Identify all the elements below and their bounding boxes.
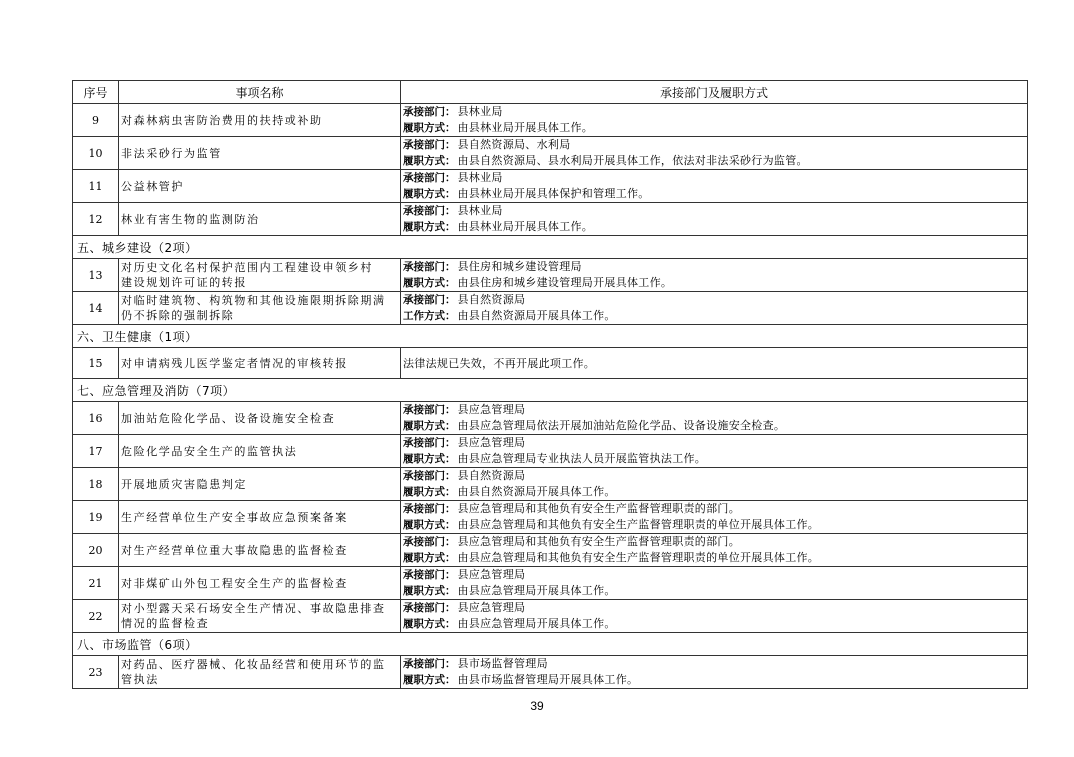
dept-and-method: [401, 501, 1028, 534]
dept-line-label: 履职方式：: [403, 221, 456, 233]
item-name-line: 开展地质灾害隐患判定: [121, 477, 247, 491]
dept-line-value: 由县应急管理局专业执法人员开展监管执法工作。: [457, 452, 707, 465]
dept-line: [403, 203, 1025, 219]
dept-line-label: 承接部门：: [403, 470, 456, 482]
dept-line: [403, 137, 1025, 153]
section-row: [73, 379, 1028, 402]
item-name-line: 对历史文化名村保护范围内工程建设申领乡村: [121, 261, 373, 274]
item-name-line: 非法采砂行为监管: [121, 146, 222, 160]
item-name-line: 加油站危险化学品、设备设施安全检查: [121, 411, 336, 425]
item-name-line: 对非煤矿山外包工程安全生产的监督检查: [121, 576, 348, 590]
item-name-line: 仍不拆除的强制拆除: [121, 309, 235, 322]
dept-line-label: 承接部门：: [403, 658, 456, 670]
table-row: [73, 656, 1028, 689]
table-body: [73, 104, 1028, 689]
row-number: 9: [73, 104, 119, 137]
dept-line-value: 县自然资源局: [457, 293, 526, 306]
dept-line-value: 县住房和城乡建设管理局: [457, 260, 582, 273]
table-row: [73, 501, 1028, 534]
dept-line-label: 履职方式：: [403, 420, 456, 432]
page-number: 39: [530, 699, 544, 713]
dept-line-label: 工作方式：: [403, 310, 456, 322]
row-number: 11: [73, 170, 119, 203]
dept-line-label: 履职方式：: [403, 453, 456, 465]
dept-and-method: [401, 402, 1028, 435]
row-number: 20: [73, 534, 119, 567]
header-no: 序号: [73, 81, 119, 104]
row-number: 17: [73, 435, 119, 468]
dept-line-label: 承接部门：: [403, 404, 456, 416]
dept-line: [403, 501, 1025, 517]
item-name-line: 对申请病残儿医学鉴定者情况的审核转报: [121, 356, 348, 370]
dept-line-label: 承接部门：: [403, 503, 456, 515]
dept-line-value: 县应急管理局: [457, 403, 526, 416]
table-row: [73, 567, 1028, 600]
dept-line-value: 县林业局: [457, 204, 503, 217]
dept-line: [403, 104, 1025, 120]
item-name: [119, 600, 401, 633]
dept-and-method: [401, 534, 1028, 567]
dept-and-method: [401, 435, 1028, 468]
dept-line-value: 县自然资源局、水利局: [457, 138, 571, 151]
dept-line-value: 法律法规已失效，不再开展此项工作。: [403, 356, 596, 370]
dept-line: [403, 275, 1025, 291]
dept-line: [403, 534, 1025, 550]
table-row: [73, 600, 1028, 633]
dept-line: [403, 259, 1025, 275]
dept-line-value: 县应急管理局: [457, 568, 526, 581]
dept-line-value: 县林业局: [457, 105, 503, 118]
item-name: [119, 656, 401, 689]
dept-line: [403, 484, 1025, 500]
row-number: 14: [73, 292, 119, 325]
item-name-line: 林业有害生物的监测防治: [121, 212, 260, 226]
dept-line-label: 履职方式：: [403, 618, 456, 630]
dept-and-method: [401, 104, 1028, 137]
dept-line-value: 由县住房和城乡建设管理局开展具体工作。: [457, 276, 673, 289]
dept-line-value: 由县林业局开展具体保护和管理工作。: [457, 187, 650, 200]
table-row: [73, 292, 1028, 325]
dept-line-label: 承接部门：: [403, 602, 456, 614]
item-name: [119, 468, 401, 501]
dept-line: [403, 308, 1025, 324]
item-name-line: 管执法: [121, 673, 159, 686]
item-name: [119, 501, 401, 534]
dept-line: [403, 451, 1025, 467]
dept-line-value: 由县自然资源局开展具体工作。: [457, 309, 616, 322]
item-name: [119, 259, 401, 292]
dept-line: [403, 418, 1025, 434]
dept-line-value: 由县应急管理局依法开展加油站危险化学品、设备设施安全检查。: [457, 419, 786, 432]
table-row: [73, 203, 1028, 236]
dept-line-value: 县市场监督管理局: [457, 657, 548, 670]
dept-line-label: 承接部门：: [403, 205, 456, 217]
dept-line-value: 由县应急管理局和其他负有安全生产监督管理职责的单位开展具体工作。: [457, 551, 820, 564]
items-table: [72, 80, 1028, 689]
table-row: [73, 468, 1028, 501]
dept-line: [403, 616, 1025, 632]
dept-line: [403, 583, 1025, 599]
dept-and-method: [401, 292, 1028, 325]
dept-line: [403, 402, 1025, 418]
item-name: [119, 203, 401, 236]
row-number: 12: [73, 203, 119, 236]
section-title: 八、市场监管（6项）: [73, 633, 1028, 656]
item-name: [119, 170, 401, 203]
table-row: [73, 104, 1028, 137]
row-number: 19: [73, 501, 119, 534]
item-name-line: 对生产经营单位重大事故隐患的监督检查: [121, 543, 348, 557]
dept-line-label: 承接部门：: [403, 261, 456, 273]
dept-line-value: 县林业局: [457, 171, 503, 184]
section-title: 六、卫生健康（1项）: [73, 325, 1028, 348]
section-title: 五、城乡建设（2项）: [73, 236, 1028, 259]
dept-line-value: 由县自然资源局、县水利局开展具体工作，依法对非法采砂行为监管。: [457, 154, 808, 167]
dept-line-label: 履职方式：: [403, 188, 456, 200]
section-row: [73, 325, 1028, 348]
dept-line-label: 履职方式：: [403, 552, 456, 564]
item-name-line: 建设规划许可证的转报: [121, 276, 247, 289]
section-row: [73, 633, 1028, 656]
item-name: [119, 534, 401, 567]
dept-line: [403, 356, 1025, 371]
dept-line: [403, 656, 1025, 672]
item-name: [119, 104, 401, 137]
dept-line-label: 承接部门：: [403, 569, 456, 581]
row-number: 23: [73, 656, 119, 689]
dept-line-label: 履职方式：: [403, 519, 456, 531]
item-name-line: 生产经营单位生产安全事故应急预案备案: [121, 510, 348, 524]
dept-line-label: 履职方式：: [403, 585, 456, 597]
dept-line-value: 县自然资源局: [457, 469, 526, 482]
dept-and-method: [401, 468, 1028, 501]
dept-line: [403, 517, 1025, 533]
dept-line-label: 履职方式：: [403, 122, 456, 134]
dept-line: [403, 435, 1025, 451]
section-row: [73, 236, 1028, 259]
dept-line-label: 承接部门：: [403, 536, 456, 548]
dept-line: [403, 567, 1025, 583]
header-name: 事项名称: [119, 81, 401, 104]
dept-line-value: 县应急管理局: [457, 601, 526, 614]
row-number: 13: [73, 259, 119, 292]
item-name-line: 公益林管护: [121, 179, 184, 193]
dept-line-value: 由县应急管理局开展具体工作。: [457, 617, 616, 630]
dept-line-label: 承接部门：: [403, 294, 456, 306]
item-name: [119, 567, 401, 600]
table-row: [73, 259, 1028, 292]
item-name: [119, 292, 401, 325]
dept-line: [403, 672, 1025, 688]
dept-and-method: [401, 600, 1028, 633]
dept-and-method: [401, 656, 1028, 689]
dept-line-value: 县应急管理局和其他负有安全生产监督管理职责的部门。: [457, 502, 740, 515]
row-number: 21: [73, 567, 119, 600]
dept-line: [403, 219, 1025, 235]
item-name-line: 对临时建筑物、构筑物和其他设施限期拆除期满: [121, 294, 386, 307]
dept-line: [403, 468, 1025, 484]
dept-and-method: [401, 348, 1028, 379]
table-row: [73, 435, 1028, 468]
table-row: [73, 402, 1028, 435]
dept-and-method: [401, 203, 1028, 236]
item-name-line: 危险化学品安全生产的监管执法: [121, 444, 298, 458]
dept-line-label: 承接部门：: [403, 106, 456, 118]
dept-line-label: 履职方式：: [403, 674, 456, 686]
document-page: [72, 80, 1027, 689]
item-name: [119, 137, 401, 170]
dept-line-value: 县应急管理局和其他负有安全生产监督管理职责的部门。: [457, 535, 740, 548]
dept-line: [403, 153, 1025, 169]
dept-line: [403, 170, 1025, 186]
header-dept: 承接部门及履职方式: [401, 81, 1028, 104]
dept-and-method: [401, 259, 1028, 292]
dept-line-value: 由县应急管理局开展具体工作。: [457, 584, 616, 597]
table-row: [73, 170, 1028, 203]
item-name-line: 对小型露天采石场安全生产情况、事故隐患排查: [121, 602, 386, 615]
table-row: [73, 137, 1028, 170]
item-name: [119, 435, 401, 468]
table-header-row: [73, 81, 1028, 104]
dept-line: [403, 292, 1025, 308]
item-name: [119, 402, 401, 435]
row-number: 10: [73, 137, 119, 170]
dept-line-label: 承接部门：: [403, 139, 456, 151]
item-name-line: 情况的监督检查: [121, 617, 210, 630]
dept-line: [403, 550, 1025, 566]
item-name-line: 对药品、医疗器械、化妆品经营和使用环节的监: [121, 658, 386, 671]
dept-line: [403, 186, 1025, 202]
item-name: [119, 348, 401, 379]
row-number: 15: [73, 348, 119, 379]
dept-line-label: 履职方式：: [403, 486, 456, 498]
dept-line-label: 履职方式：: [403, 155, 456, 167]
dept-line-label: 履职方式：: [403, 277, 456, 289]
dept-line-value: 由县自然资源局开展具体工作。: [457, 485, 616, 498]
dept-line-label: 承接部门：: [403, 172, 456, 184]
item-name-line: 对森林病虫害防治费用的扶持或补助: [121, 113, 323, 127]
table-row: [73, 348, 1028, 379]
dept-line-value: 由县应急管理局和其他负有安全生产监督管理职责的单位开展具体工作。: [457, 518, 820, 531]
dept-line-value: 由县林业局开展具体工作。: [457, 220, 594, 233]
dept-line: [403, 600, 1025, 616]
section-title: 七、应急管理及消防（7项）: [73, 379, 1028, 402]
row-number: 22: [73, 600, 119, 633]
dept-line: [403, 120, 1025, 136]
table-row: [73, 534, 1028, 567]
dept-and-method: [401, 170, 1028, 203]
row-number: 18: [73, 468, 119, 501]
dept-line-value: 由县林业局开展具体工作。: [457, 121, 594, 134]
dept-line-label: 承接部门：: [403, 437, 456, 449]
dept-and-method: [401, 137, 1028, 170]
dept-line-value: 由县市场监督管理局开展具体工作。: [457, 673, 639, 686]
dept-line-value: 县应急管理局: [457, 436, 526, 449]
row-number: 16: [73, 402, 119, 435]
dept-and-method: [401, 567, 1028, 600]
